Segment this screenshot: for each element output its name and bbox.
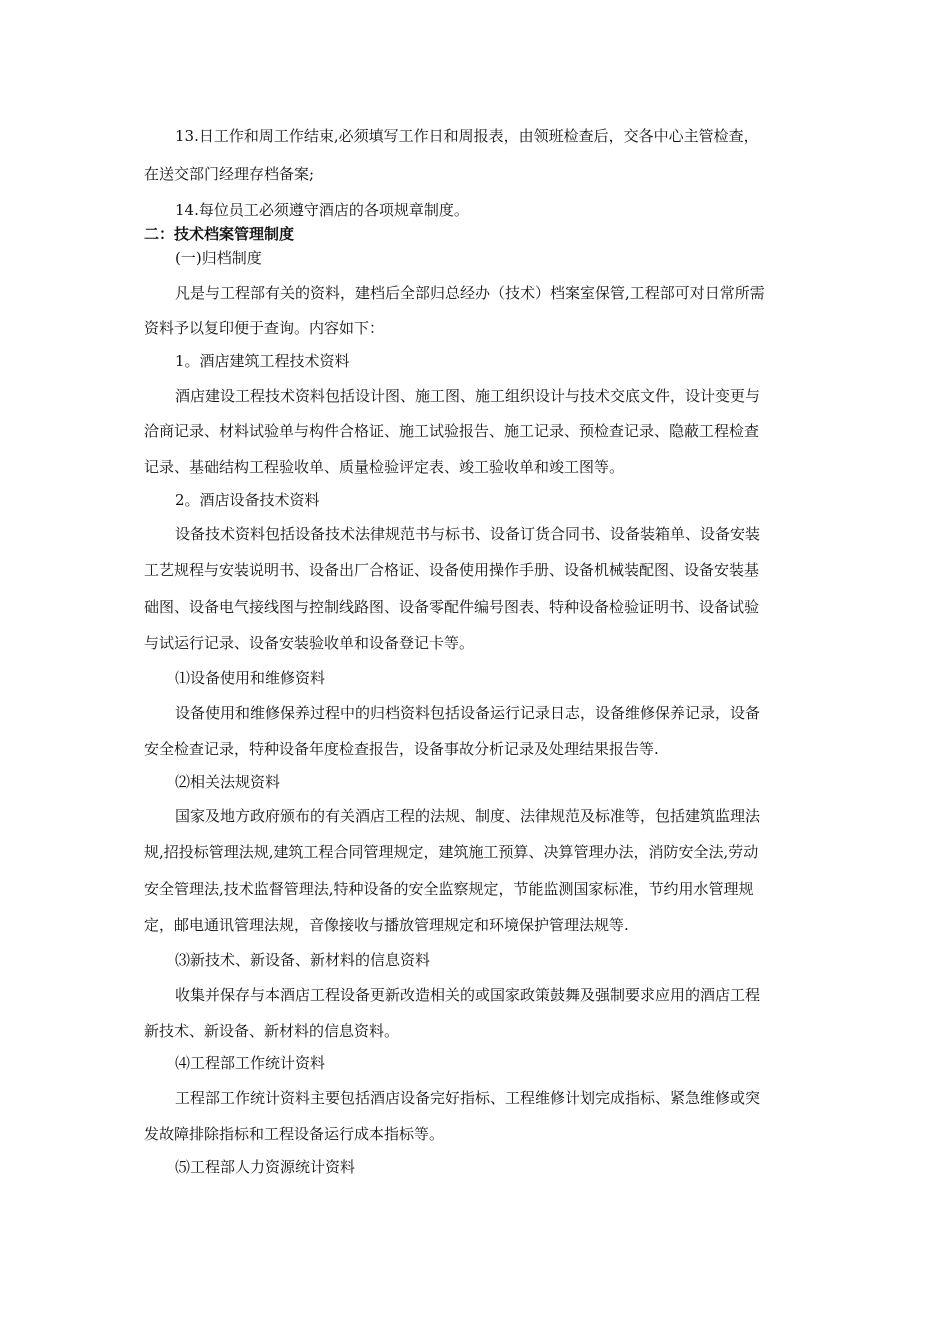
text-line: 定，邮电通讯管理法规，音像接收与播放管理规定和环境保护管理法规等. — [144, 916, 629, 934]
text-line: 14.每位员工必须遵守酒店的各项规章制度。 — [175, 201, 469, 219]
text-line: 规,招投标管理法规,建筑工程合同管理规定，建筑施工预算、决算管理办法，消防安全法,劳动 — [144, 843, 759, 861]
item-heading: ⑵相关法规资料 — [175, 773, 281, 791]
text-line: 安全检查记录，特种设备年度检查报告，设备事故分析记录及处理结果报告等. — [144, 740, 659, 758]
text-line: 础图、设备电气接线图与控制线路图、设备零配件编号图表、特种设备检验证明书、设备试验 — [144, 598, 760, 616]
item-heading: 2。酒店设备技术资料 — [175, 491, 320, 509]
text-line: 资料予以复印便于查询。内容如下： — [144, 319, 385, 337]
item-heading: ⑶新技术、新设备、新材料的信息资料 — [175, 951, 431, 969]
text-line: 13.日工作和周工作结束,必须填写工作日和周报表，由领班检查后，交各中心主管检查， — [175, 127, 759, 145]
text-line: 安全管理法,技术监督管理法,特种设备的安全监察规定，节能监测国家标准，节约用水管理规 — [144, 880, 754, 898]
text-line: 工艺规程与安装说明书、设备出厂合格证、设备使用操作手册、设备机械装配图、设备安装基 — [144, 561, 760, 579]
text-line: 设备技术资料包括设备技术法律规范书与标书、设备订货合同书、设备装箱单、设备安装 — [175, 525, 761, 543]
subsection-heading: (一)归档制度 — [175, 249, 262, 267]
text-line: 新技术、新设备、新材料的信息资料。 — [144, 1022, 400, 1040]
text-line: 设备使用和维修保养过程中的归档资料包括设备运行记录日志，设备维修保养记录，设备 — [175, 704, 761, 722]
text-line: 在送交部门经理存档备案; — [144, 165, 315, 183]
item-heading: ⑴设备使用和维修资料 — [175, 669, 326, 687]
text-line: 发故障排除指标和工程设备运行成本指标等。 — [144, 1125, 445, 1143]
item-heading: ⑸工程部人力资源统计资料 — [175, 1158, 356, 1176]
item-heading: 1。酒店建筑工程技术资料 — [175, 352, 350, 370]
text-line: 收集并保存与本酒店工程设备更新改造相关的或国家政策鼓舞及强制要求应用的酒店工程 — [175, 986, 761, 1004]
text-line: 酒店建设工程技术资料包括设计图、施工图、施工组织设计与技术交底文件，设计变更与 — [175, 387, 761, 405]
text-line: 凡是与工程部有关的资料，建档后全部归总经办（技术）档案室保管,工程部可对日常所需 — [175, 284, 765, 302]
text-line: 工程部工作统计资料主要包括酒店设备完好指标、工程维修计划完成指标、紧急维修或突 — [175, 1089, 761, 1107]
text-line: 洽商记录、材料试验单与构件合格证、施工试验报告、施工记录、预检查记录、隐蔽工程检查 — [144, 422, 760, 440]
item-heading: ⑷工程部工作统计资料 — [175, 1054, 326, 1072]
text-line: 国家及地方政府颁布的有关酒店工程的法规、制度、法律规范及标准等，包括建筑监理法 — [175, 807, 761, 825]
text-line: 记录、基础结构工程验收单、质量检验评定表、竣工验收单和竣工图等。 — [144, 458, 625, 476]
section-heading: 二：技术档案管理制度 — [144, 225, 295, 243]
text-line: 与试运行记录、设备安装验收单和设备登记卡等。 — [144, 634, 475, 652]
